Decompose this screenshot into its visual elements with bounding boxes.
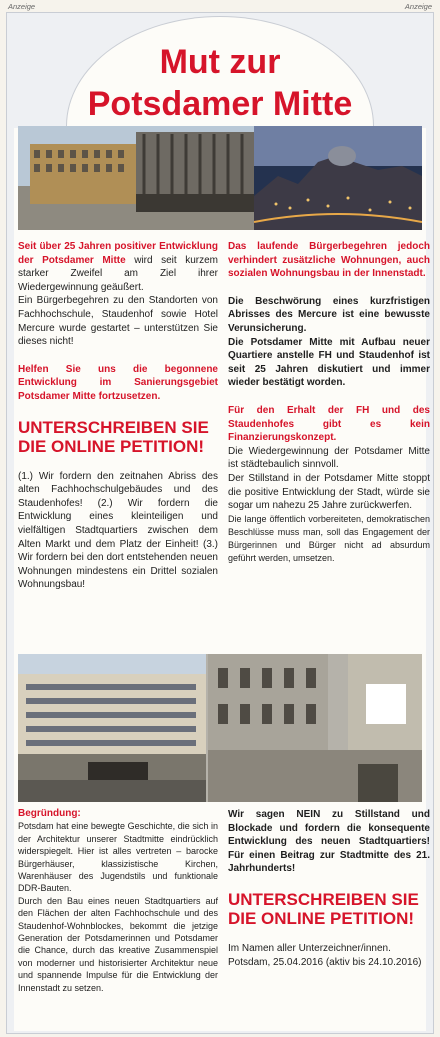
ad-label-left: Anzeige: [8, 2, 36, 11]
middle-photos: [18, 654, 422, 802]
passage-building-photo: [206, 654, 422, 802]
cta-right: UNTERSCHREIBEN SIE DIE ONLINE PETITION!: [228, 889, 419, 928]
right-para-7: Die lange öffentlich vorbereiteten, demokratischen Beschlüsse muss man, soll das Engagement der Bürgerinnen und Bürger nicht ad absurdum geführt werden, umsetzen.: [228, 513, 430, 563]
right-para-6: Der Stillstand in der Potsdamer Mitte stoppt die positive Entwicklung der Stadt, würde sie sogar um nahezu 25 Jahre zurückwerfen.: [228, 472, 430, 512]
intro-rest: wird seit kurzem starker Zweifel am Ziel ihrer Wiedergewinnung geäußert.: [18, 254, 218, 293]
intro-paragraph: [18, 240, 218, 294]
help-call: Helfen Sie uns die begonnene Entwicklung im Sanierungsgebiet Potsdamer Mitte fortzusetzen.: [18, 363, 218, 402]
left-column-upper: [18, 240, 218, 592]
header-photos: [18, 126, 422, 230]
right-column-lower: [228, 808, 430, 969]
fachhochschule-building-photo: [18, 126, 254, 230]
right-para-2: Die Beschwörung eines kurzfristigen Abrisses des Mercure ist eine bewusste Verunsicherung.: [228, 295, 430, 334]
right-para-8: Wir sagen NEIN zu Stillstand und Blockade und fordern die konsequente Entwicklung des neuen Stadtquartiers! Für einen Beitrag zur Stadtmitte des 21. Jahrhunderts!: [228, 809, 430, 875]
potsdam-skyline-dusk-photo: [254, 126, 422, 230]
intro-highlight: Seit über 25 Jahren positiver Entwicklung der Potsdamer Mitte: [18, 241, 218, 266]
reason-paragraph-1: Potsdam hat eine bewegte Geschichte, die sich in der Architektur unserer Stadtmitte eindrücklich widerspiegelt. Hier ist alles vertreten – barocke Bürgerhäuser, klassizistische Kirchen, Warenhäuser des Jugendstils und funktionale DDR-Bauten.: [18, 821, 218, 894]
staudenhof-building-photo: [18, 654, 206, 802]
right-para-3: Die Potsdamer Mitte mit Aufbau neuer Quartiere anstelle FH und Staudenhof ist seit 25 Jahren diskutiert und immer wieder bestätigt worden.: [228, 336, 430, 389]
right-para-1: Das laufende Bürgerbegehren jedoch verhindert zusätzliche Wohnungen, auch sozialen Wohnungsbau in der Innenstadt.: [228, 241, 430, 280]
right-para-5: Die Wiedergewinnung der Potsdamer Mitte ist städtebaulich sinnvoll.: [228, 445, 430, 471]
demands-list: (1.) Wir fordern den zeitnahen Abriss des alten Fachhochschulgebäudes und des Staudenhofes! (2.) Wir fordern die Entwicklung eines kleinteiligen und vielfältigen Stadtquartiers zwischen dem Alten Markt und dem Platz der Einheit! (3.) Wir fordern bei den dort entstehenden neuen Wohnungen mindestens ein Drittel sozialen Wohnungsbau!: [18, 470, 218, 591]
reason-heading: Begründung:: [18, 808, 81, 819]
signature-text: Im Namen aller Unterzeichner/innen. Potsdam, 25.04.2016 (aktiv bis 24.10.2016): [228, 942, 422, 968]
reason-paragraph-2: Durch den Bau eines neuen Stadtquartiers auf den Flächen der alten Fachhochschule und des Staudenhof-Wohnblockes, bekommt die jetzige Generation der Potsdamerinnen und Potsdamer die Chance, durch das kreative Zusammenspiel von moderner und historisierter Architektur neue und spannende Impulse für die Entwicklung der Innenstadt zu setzen.: [18, 895, 218, 993]
right-para-4: Für den Erhalt der FH und des Staudenhofes gibt es kein Finanzierungskonzept.: [228, 404, 430, 444]
headline-line-2: Potsdamer Mitte: [87, 85, 353, 123]
right-column-upper: [228, 240, 430, 565]
left-column-lower: [18, 808, 218, 994]
ad-label-right: Anzeige: [404, 2, 432, 11]
petition-info: Ein Bürgerbegehren zu den Standorten von Fachhochschule, Staudenhof sowie Hotel Mercure wurde gestartet – unterstützen Sie dieses nicht!: [18, 295, 218, 348]
headline-line-1: Mut zur: [159, 43, 281, 81]
cta-left: UNTERSCHREIBEN SIE DIE ONLINE PETITION!: [18, 417, 209, 456]
